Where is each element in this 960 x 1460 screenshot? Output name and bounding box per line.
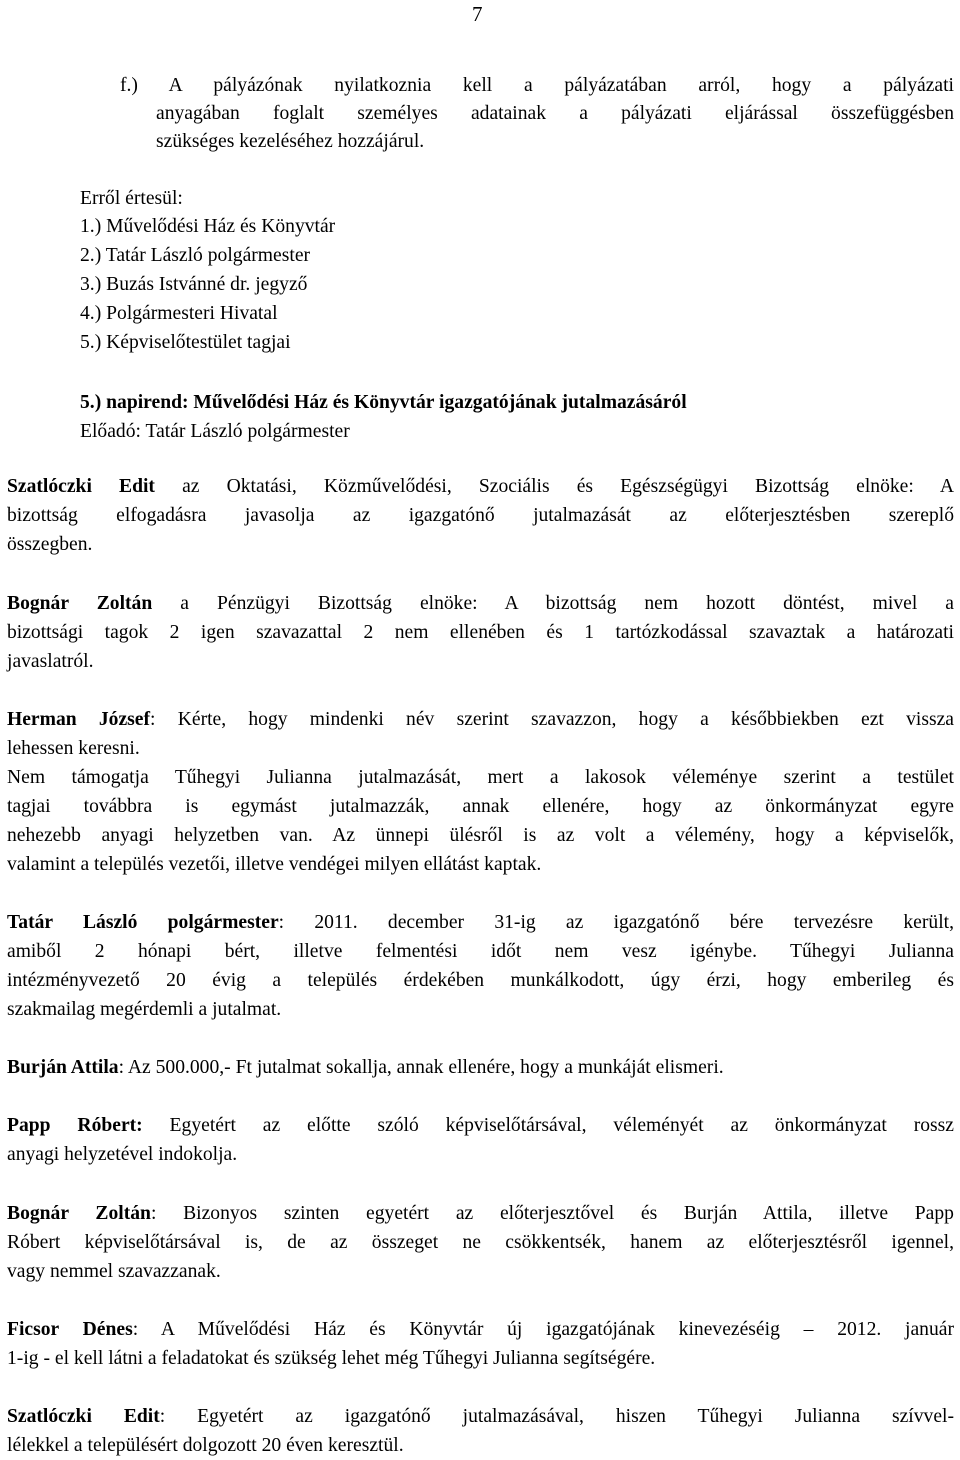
paragraph-8-line-2: 1-ig - el kell látni a feladatokat és szükség lehet még Tűhegyi Julianna segítségére. — [7, 1348, 656, 1369]
paragraph-1-line-3: összegben. — [7, 534, 93, 555]
paragraph-2-line-3: javaslatról. — [7, 651, 94, 672]
paragraph-3-line-6: valamint a település vezetői, illetve vendégei milyen ellátást kaptak. — [7, 854, 542, 875]
speaker-name: Herman József — [7, 709, 151, 730]
page-number: 7 — [472, 2, 483, 26]
paragraph-9-line-2: lélekkel a településért dolgozott 20 éven keresztül. — [7, 1435, 404, 1456]
item-f-line-3: szükséges kezeléséhez hozzájárul. — [156, 131, 425, 152]
speaker-name: Tatár László polgármester — [7, 912, 279, 933]
paragraph-9-line-1: Szatlóczki Edit: Egyetért az igazgatónő jutalmazásával, hiszen Tűhegyi Julianna szívvel- — [7, 1406, 954, 1427]
agenda-title: 5.) napirend: Művelődési Ház és Könyvtár igazgatójának jutalmazásáról — [80, 392, 687, 413]
paragraph-7-line-3: vagy nemmel szavazzanak. — [7, 1261, 221, 1282]
paragraph-4-line-2: amiből 2 hónapi bért, illetve felmentési időt nem vesz igénybe. Tűhegyi Julianna — [7, 941, 954, 962]
notify-item: 2.) Tatár László polgármester — [80, 245, 311, 266]
item-f-line-2: anyagában foglalt személyes adatainak a pályázati eljárással összefüggésben — [156, 103, 954, 124]
paragraph-6-line-1: Papp Róbert: Egyetért az előtte szóló képviselőtársával, véleményét az önkormányzat rossz — [7, 1115, 954, 1136]
speaker-name: Szatlóczki Edit — [7, 476, 155, 497]
speaker-name: Papp Róbert: — [7, 1115, 143, 1136]
paragraph-3-line-5: nehezebb anyagi helyzetben van. Az ünnepi ülésről is az volt a vélemény, hogy a képviselők, — [7, 825, 954, 846]
paragraph-1-line-2: bizottság elfogadásra javasolja az igazgatónő jutalmazását az előterjesztésben szereplő — [7, 505, 954, 526]
paragraph-3-line-2: lehessen keresni. — [7, 738, 140, 759]
paragraph-4-line-4: szakmailag megérdemli a jutalmat. — [7, 999, 282, 1020]
paragraph-3-line-3: Nem támogatja Tűhegyi Julianna jutalmazását, mert a lakosok véleménye szerint a testület — [7, 767, 954, 788]
speaker-name: Ficsor Dénes — [7, 1319, 133, 1340]
paragraph-2-line-2: bizottsági tagok 2 igen szavazattal 2 nem ellenében és 1 tartózkodással szavaztak a határozati — [7, 622, 954, 643]
notify-item: 4.) Polgármesteri Hivatal — [80, 303, 278, 324]
paragraph-8-line-1: Ficsor Dénes: A Művelődési Ház és Könyvtár új igazgatójának kinevezéséig – 2012. január — [7, 1319, 955, 1340]
speaker-name: Burján Attila — [7, 1057, 119, 1078]
paragraph-1-line-1: Szatlóczki Edit az Oktatási, Közművelődési, Szociális és Egészségügyi Bizottság elnöke: A — [7, 476, 954, 497]
paragraph-3-line-4: tagjai továbbra is egymást jutalmazzák, annak ellenére, hogy az önkormányzat egyre — [7, 796, 954, 817]
paragraph-3-line-1: Herman József: Kérte, hogy mindenki név szerint szavazzon, hogy a későbbiekben ezt vissza — [7, 709, 954, 730]
speaker-name: Bognár Zoltán — [7, 593, 153, 614]
paragraph-5-line-1: Burján Attila: Az 500.000,- Ft jutalmat sokallja, annak ellenére, hogy a munkáját elismeri. — [7, 1057, 724, 1078]
paragraph-2-line-1: Bognár Zoltán a Pénzügyi Bizottság elnöke: A bizottság nem hozott döntést, mivel a — [7, 593, 954, 614]
notify-item: 3.) Buzás Istvánné dr. jegyző — [80, 274, 308, 295]
paragraph-4-line-1: Tatár László polgármester: 2011. december 31-ig az igazgatónő bére tervezésre került, — [7, 912, 954, 933]
paragraph-7-line-1: Bognár Zoltán: Bizonyos szinten egyetért az előterjesztővel és Burján Attila, illetve Papp — [7, 1203, 954, 1224]
agenda-presenter: Előadó: Tatár László polgármester — [80, 421, 350, 442]
speaker-name: Bognár Zoltán — [7, 1203, 151, 1224]
paragraph-4-line-3: intézményvezető 20 évig a település érdekében munkálkodott, úgy érzi, hogy emberileg és — [7, 970, 954, 991]
notify-item: 1.) Művelődési Ház és Könyvtár — [80, 216, 336, 237]
notify-heading: Erről értesül: — [80, 188, 183, 209]
speaker-name: Szatlóczki Edit — [7, 1406, 160, 1427]
item-f-line-1: f.) A pályázónak nyilatkoznia kell a pályázatában arról, hogy a pályázati — [120, 75, 954, 96]
paragraph-7-line-2: Róbert képviselőtársával is, de az összeget ne csökkentsék, hanem az előterjesztésről igennel, — [7, 1232, 954, 1253]
notify-item: 5.) Képviselőtestület tagjai — [80, 332, 291, 353]
paragraph-6-line-2: anyagi helyzetével indokolja. — [7, 1144, 238, 1165]
